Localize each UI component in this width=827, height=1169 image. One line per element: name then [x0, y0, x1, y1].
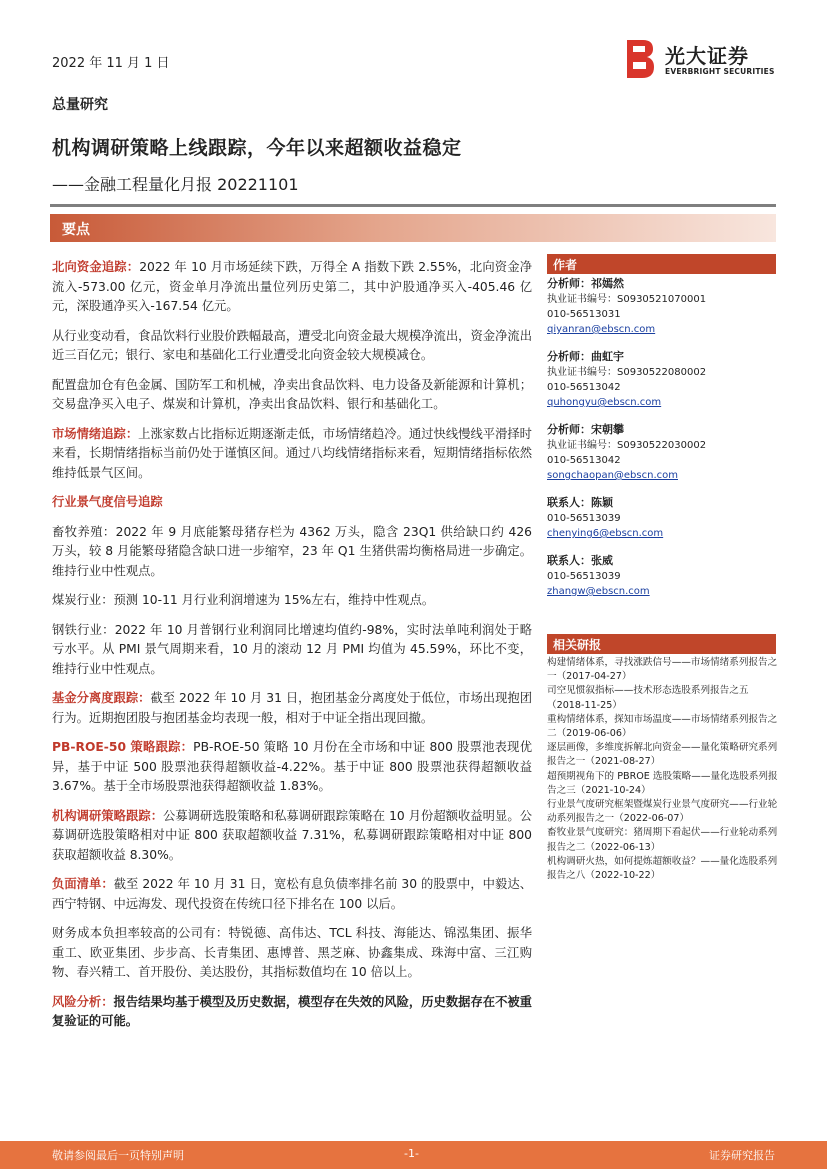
related-report-item[interactable]: 机构调研火热，如何提炼超额收益？——量化选股系列报告之八（2022-10-22） — [547, 855, 778, 882]
contact-card — [547, 495, 776, 541]
paragraph-label: 行业景气度信号追踪 — [52, 495, 163, 509]
paragraph — [52, 591, 532, 611]
analyst-email-link[interactable]: songchaopan@ebscn.com — [547, 470, 678, 481]
paragraph-text: 从行业变动看，食品饮料行业股价跌幅最高，遭受北向资金最大规模净流出，资金净流出近三百亿元；银行、家电和基础化工行业遭受北向资金较大规模减仓。 — [52, 328, 532, 362]
paragraph-text: 配置盘加仓有色金属、国防军工和机械，净卖出食品饮料、电力设备及新能源和计算机；交易盘净买入电子、煤炭和计算机，净卖出食品饮料、银行和基础化工。 — [52, 377, 532, 411]
footer-disclaimer: 敬请参阅最后一页特别声明 — [52, 1149, 184, 1162]
logo-name-en: EVERBRIGHT SECURITIES — [665, 67, 775, 76]
logo-name-cn: 光大证券 — [665, 44, 749, 68]
paragraph-text: PB-ROE-50 策略 10 月份在全市场和中证 800 股票池表现优异，基于中证 500 股票池获得超额收益-4.22%。基于中证 800 股票池获得超额收益 3.67%。基于全市场股票池获得超额收益 1.83%。 — [52, 740, 532, 793]
authors-label: 作者 — [553, 258, 578, 272]
paragraph-text: 公募调研选股策略和私募调研跟踪策略在 10 月份超额收益明显。公募调研选股策略相对中证 800 获取超额收益 7.31%，私募调研跟踪策略相对中证 800 获取超额收益 8.30%。 — [52, 808, 532, 862]
keypoints-label: 要点 — [62, 222, 90, 238]
paragraph-text: 财务成本负担率较高的公司有：特锐德、高伟达、TCL 科技、海能达、锦泓集团、振华重工、欧亚集团、步步高、长青集团、惠博普、黑芝麻、协鑫集成、珠海中富、三江购物、春兴精工、首开股份、美达股份，其指标数值均在 10 倍以上。 — [52, 926, 532, 979]
contact-email-link[interactable]: chenying6@ebscn.com — [547, 528, 664, 539]
analyst-name: 分析师：宋朝攀 — [547, 423, 624, 436]
risk-text: 报告结果均基于模型及历史数据，模型存在失效的风险，历史数据存在不被重复验证的可能。 — [52, 994, 532, 1028]
related-reports-header — [547, 634, 776, 654]
analyst-name: 分析师：曲虹宇 — [547, 350, 624, 363]
related-reports-list — [547, 656, 779, 883]
analyst-card — [547, 422, 776, 483]
analyst-phone: 010-56513042 — [547, 382, 621, 393]
footer-report-type: 证券研究报告 — [709, 1149, 775, 1162]
analyst-card — [547, 349, 776, 410]
paragraph — [52, 924, 532, 983]
keypoints-header — [50, 214, 776, 242]
related-report-item[interactable]: 逐层画像，多维度拆解北向资金——量化策略研究系列报告之一（2021-08-27） — [547, 742, 778, 768]
analyst-name: 分析师：祁嫣然 — [547, 277, 624, 290]
paragraph — [52, 738, 532, 797]
analyst-card — [547, 276, 776, 337]
keypoints-body — [52, 258, 532, 1042]
analyst-list — [547, 276, 776, 611]
paragraph — [52, 875, 532, 914]
contact-email-link[interactable]: zhangw@ebscn.com — [547, 586, 650, 597]
risk-paragraph — [52, 993, 532, 1032]
risk-label: 风险分析： — [52, 994, 114, 1009]
paragraph — [52, 327, 532, 366]
everbright-logo-icon — [625, 38, 655, 80]
report-category: 总量研究 — [52, 97, 108, 113]
paragraph-label: 机构调研策略跟踪： — [52, 808, 164, 823]
title-divider — [50, 204, 776, 207]
related-report-item[interactable]: 行业景气度研究框架暨煤炭行业景气度研究——行业轮动系列报告之一（2022-06-07） — [547, 799, 778, 825]
paragraph — [52, 689, 532, 728]
paragraph-text: 畜牧养殖：2022 年 9 月底能繁母猪存栏为 4362 万头，隐含 23Q1 供给缺口约 426 万头，较 8 月能繁母猪隐含缺口进一步缩窄，23 年 Q1 生猪供需均衡格局进一步确定。维持行业中性观点。 — [52, 524, 532, 578]
paragraph — [52, 376, 532, 415]
paragraph-label: 负面清单： — [52, 877, 114, 891]
contact-name: 联系人：陈颖 — [547, 496, 613, 509]
paragraph-label: 市场情绪追踪： — [52, 426, 139, 441]
paragraph-text: 2022 年 10 月市场延续下跌，万得全 A 指数下跌 2.55%，北向资金净流入-573.00 亿元，资金单月净流出量位列历史第二，其中沪股通净买入-405.46 亿元，深股通净买入-167.54 亿元。 — [52, 260, 532, 313]
report-date: 2022 年 11 月 1 日 — [52, 56, 170, 71]
contact-card — [547, 553, 776, 599]
related-reports-label: 相关研报 — [553, 638, 602, 652]
paragraph-text: 钢铁行业：2022 年 10 月普钢行业利润同比增速均值约-98%，实时法单吨利润处于略亏水平。从 PMI 景气周期来看，10 月的滚动 12 月 PMI 均值为 45.59%，环比不变，维持行业中性观点。 — [52, 622, 532, 676]
company-logo — [625, 38, 785, 82]
contact-phone: 010-56513039 — [547, 571, 621, 582]
paragraph-label: 北向资金追踪： — [52, 260, 140, 274]
analyst-license: 执业证书编号：S0930522030002 — [547, 440, 707, 451]
paragraph — [52, 493, 532, 513]
paragraph — [52, 807, 532, 866]
analyst-license: 执业证书编号：S0930521070001 — [547, 294, 707, 305]
related-report-item[interactable]: 超预期视角下的 PBROE 选股策略——量化选股系列报告之三（2021-10-24） — [547, 770, 778, 796]
paragraph-label: 基金分离度跟踪： — [52, 691, 151, 705]
related-report-item[interactable]: 司空见惯叙指标——技术形态选股系列报告之五（2018-11-25） — [547, 685, 749, 711]
paragraph — [52, 523, 532, 582]
analyst-phone: 010-56513042 — [547, 455, 621, 466]
contact-name: 联系人：张威 — [547, 554, 613, 567]
contact-phone: 010-56513039 — [547, 513, 621, 524]
page-title: 机构调研策略上线跟踪，今年以来超额收益稳定 — [52, 137, 462, 159]
paragraph-text: 煤炭行业：预测 10-11 月行业利润增速为 15%左右，维持中性观点。 — [52, 593, 435, 607]
paragraph-text: 截至 2022 年 10 月 31 日，抱团基金分离度处于低位，市场出现抱团行为。近期抱团股与抱团基金均表现一般，相对于中证全指出现回撤。 — [52, 691, 532, 725]
paragraph-text: 截至 2022 年 10 月 31 日，宽松有息负债率排名前 30 的股票中，中毅达、西宁特钢、中远海发、现代投资在传统口径下排名在 100 以后。 — [52, 877, 532, 911]
related-report-item[interactable]: 构建情绪体系，寻找涨跌信号——市场情绪系列报告之一（2017-04-27） — [547, 657, 778, 683]
page-subtitle: ——金融工程量化月报 20221101 — [52, 175, 299, 194]
page-footer — [0, 1141, 827, 1169]
authors-header — [547, 254, 776, 274]
paragraph — [52, 621, 532, 680]
footer-page-number: -1- — [404, 1147, 419, 1160]
related-report-item[interactable]: 重构情绪体系，探知市场温度——市场情绪系列报告之二（2019-06-06） — [547, 713, 778, 740]
related-report-item[interactable]: 畜牧业景气度研究：猪周期下看起伏——行业轮动系列报告之二（2022-06-13） — [547, 827, 778, 853]
analyst-email-link[interactable]: quhongyu@ebscn.com — [547, 397, 662, 408]
analyst-phone: 010-56513031 — [547, 309, 621, 320]
paragraph-text: 上涨家数占比指标近期逐渐走低，市场情绪趋冷。通过快线慢线平滑择时来看，长期情绪指标当前仍处于谨慎区间。通过八均线情绪指标来看，短期情绪指标依然维持低景气区间。 — [52, 426, 532, 480]
analyst-email-link[interactable]: qiyanran@ebscn.com — [547, 324, 656, 335]
paragraph — [52, 258, 532, 317]
paragraph-label: PB-ROE-50 策略跟踪： — [52, 740, 194, 754]
paragraph — [52, 425, 532, 484]
analyst-license: 执业证书编号：S0930522080002 — [547, 367, 707, 378]
